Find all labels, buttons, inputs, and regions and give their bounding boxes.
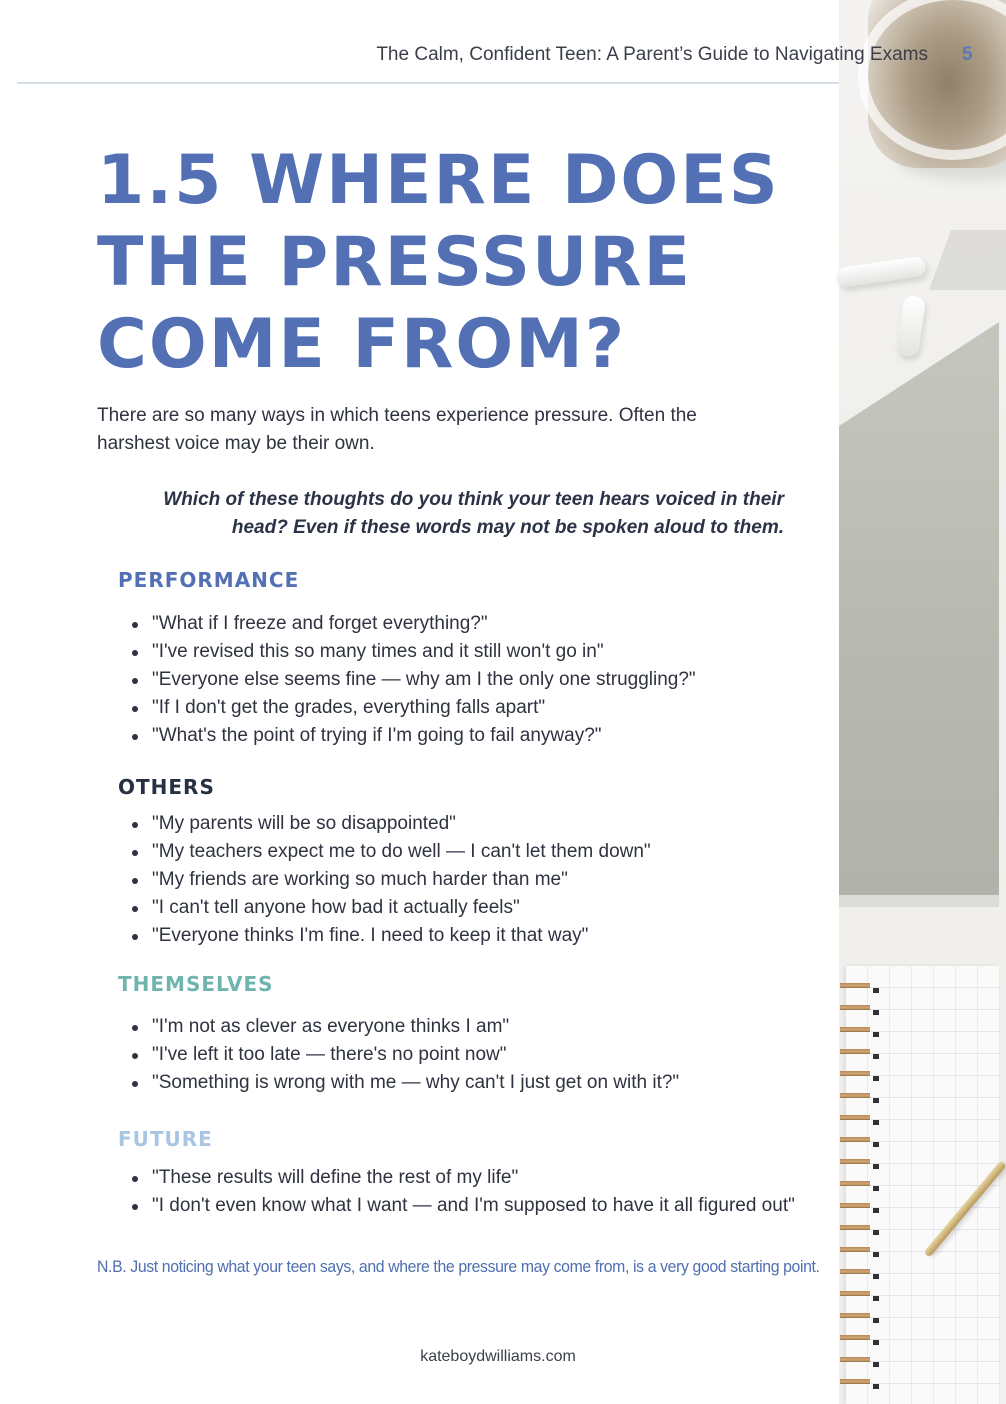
list-item: "My parents will be so disappointed"	[132, 810, 651, 838]
list-item: "Everyone thinks I'm fine. I need to keep it that way"	[132, 922, 651, 950]
list-item: "What if I freeze and forget everything?"	[132, 610, 696, 638]
laptop-edge	[839, 895, 999, 907]
reflection-prompt: Which of these thoughts do you think your teen hears voiced in their head? Even if these words may not be spoken aloud to them.	[163, 489, 784, 538]
list-item: "I'm not as clever as everyone thinks I am"	[132, 1013, 679, 1041]
list-item: "My friends are working so much harder than me"	[132, 866, 651, 894]
section-heading-performance: PERFORMANCE	[118, 568, 300, 592]
others-list	[132, 810, 651, 950]
footer-website-link[interactable]: kateboydwilliams.com	[420, 1348, 576, 1365]
notebook-rings	[840, 975, 870, 1395]
header-divider	[17, 82, 839, 84]
list-item: "What's the point of trying if I'm going to fail anyway?"	[132, 722, 696, 750]
list-item: "If I don't get the grades, everything falls apart"	[132, 694, 696, 722]
list-item: "These results will define the rest of my life"	[132, 1164, 795, 1192]
section-heading-future: FUTURE	[118, 1127, 213, 1151]
section-heading-themselves: THEMSELVES	[118, 972, 274, 996]
list-item: "I've revised this so many times and it still won't go in"	[132, 638, 696, 666]
note-text: N.B. Just noticing what your teen says, and where the pressure may come from, is a very good starting point.	[97, 1257, 820, 1276]
notebook-holes	[873, 980, 879, 1390]
page-number: 5	[962, 44, 973, 65]
section-heading-others: OTHERS	[118, 775, 215, 799]
list-item: "Everyone else seems fine — why am I the only one struggling?"	[132, 666, 696, 694]
themselves-list	[132, 1013, 679, 1097]
list-item: "My teachers expect me to do well — I can't let them down"	[132, 838, 651, 866]
list-item: "I can't tell anyone how bad it actually feels"	[132, 894, 651, 922]
list-item: "Something is wrong with me — why can't I just get on with it?"	[132, 1069, 679, 1097]
list-item: "I've left it too late — there's no point now"	[132, 1041, 679, 1069]
page-title: 1.5 WHERE DOES THE PRESSURE COME FROM?	[97, 141, 780, 384]
future-list	[132, 1164, 795, 1220]
intro-paragraph: There are so many ways in which teens experience pressure. Often the harshest voice may be their own.	[97, 405, 697, 454]
running-header-title: The Calm, Confident Teen: A Parent’s Guide to Navigating Exams	[376, 44, 928, 65]
list-item: "I don't even know what I want — and I'm supposed to have it all figured out"	[132, 1192, 795, 1220]
performance-list	[132, 610, 696, 750]
